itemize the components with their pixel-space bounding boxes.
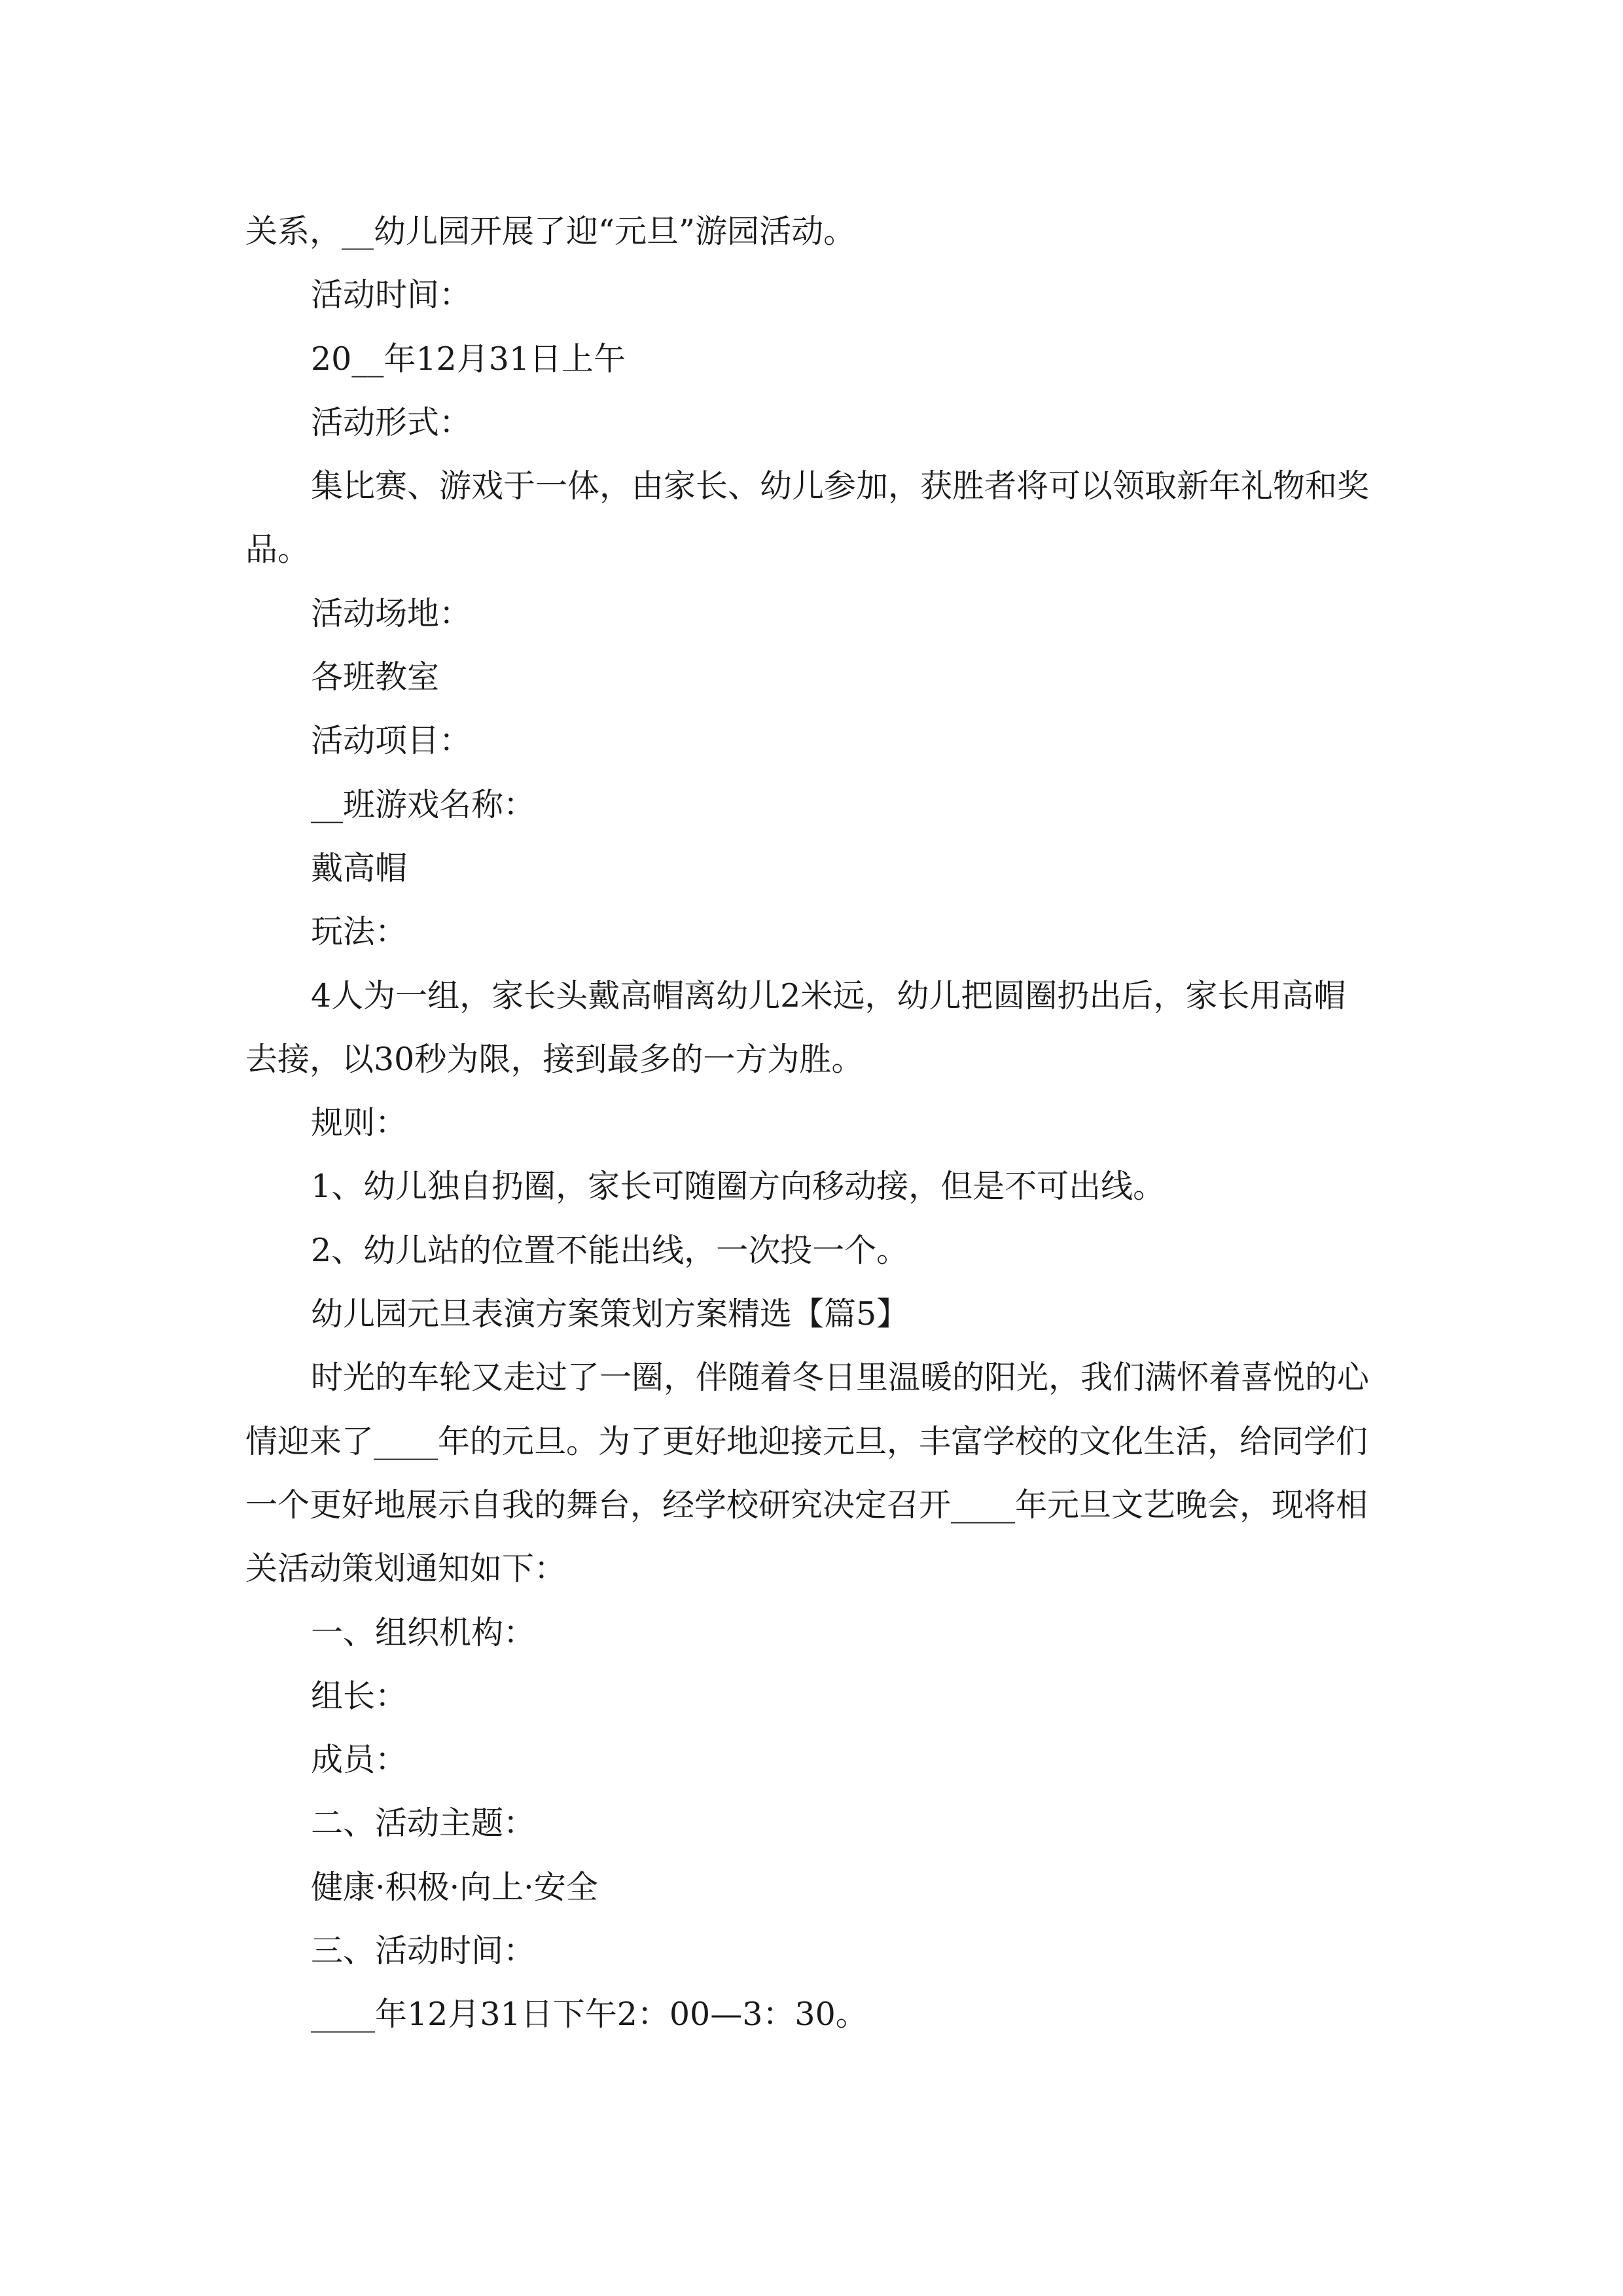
- activity-venue-value: 各班教室: [311, 658, 440, 696]
- label-group-leader: 组长：: [311, 1677, 408, 1715]
- document-body: [245, 200, 1378, 2047]
- label-class-game-name: __班游戏名称：: [311, 785, 536, 823]
- label-activity-venue: 活动场地：: [311, 594, 472, 632]
- intro-paragraph: 时光的车轮又走过了一圈，伴随着冬日里温暖的阳光，我们满怀着喜悦的心情迎来了____年的元旦。为了更好地迎接元旦，丰富学校的文化生活，给同学们一个更好地展示自我的舞台，经学校研究决定召开____年元旦文艺晚会，现将相关活动策划通知如下：: [245, 1359, 1370, 1588]
- activity-time-value: 20__年12月31日上午: [311, 340, 626, 378]
- label-activity-items: 活动项目：: [311, 722, 472, 760]
- rule-item-1: 1、幼儿独自扔圈，家长可随圈方向移动接，但是不可出线。: [311, 1168, 1166, 1206]
- heading-theme: 二、活动主题：: [311, 1804, 536, 1842]
- game-name-value: 戴高帽: [311, 849, 408, 887]
- label-activity-form: 活动形式：: [311, 403, 472, 441]
- label-how-to-play: 玩法：: [311, 913, 408, 951]
- rule-item-2: 2、幼儿站的位置不能出线，一次投一个。: [311, 1231, 909, 1269]
- label-activity-time: 活动时间：: [311, 276, 472, 314]
- activity-form-value: 集比赛、游戏于一体，由家长、幼儿参加，获胜者将可以领取新年礼物和奖品。: [245, 467, 1370, 569]
- heading-organization: 一、组织机构：: [311, 1613, 536, 1651]
- paragraph-continuation: 关系，__幼儿园开展了迎“元旦”游园活动。: [245, 213, 856, 250]
- section-heading: 幼儿园元旦表演方案策划方案精选【篇5】: [311, 1295, 909, 1333]
- theme-value: 健康·积极·向上·安全: [311, 1868, 598, 1906]
- label-members: 成员：: [311, 1741, 408, 1779]
- time-value: ____年12月31日下午2：00—3：30。: [311, 1996, 868, 2034]
- label-rules: 规则：: [311, 1104, 408, 1142]
- how-to-play-text: 4人为一组，家长头戴高帽离幼儿2米远，幼儿把圆圈扔出后，家长用高帽去接，以30秒为限，接到最多的一方为胜。: [245, 977, 1346, 1078]
- heading-time: 三、活动时间：: [311, 1932, 536, 1970]
